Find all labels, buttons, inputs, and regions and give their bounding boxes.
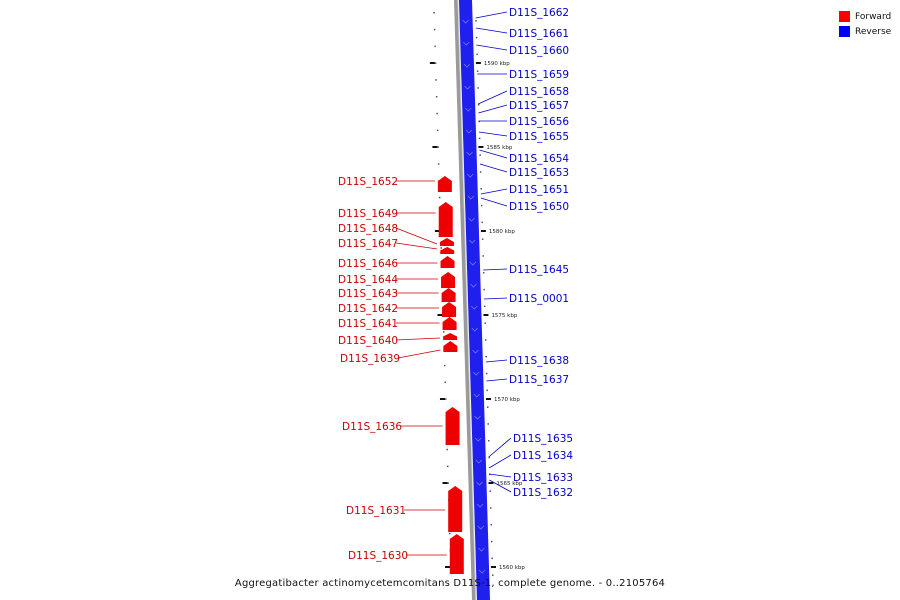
reverse-gene-label[interactable]: D11S_0001 xyxy=(509,293,570,305)
reverse-gene-label[interactable]: D11S_1635 xyxy=(513,433,574,445)
minor-tick xyxy=(480,171,482,173)
forward-swatch xyxy=(839,11,850,22)
minor-tick xyxy=(444,382,446,384)
minor-tick xyxy=(479,154,481,156)
reverse-swatch xyxy=(839,26,850,37)
minor-tick xyxy=(478,104,480,106)
scale-tick-label: 1585 kbp xyxy=(486,145,513,151)
reverse-gene-label[interactable]: D11S_1637 xyxy=(509,374,570,386)
forward-gene-arrow[interactable] xyxy=(441,272,455,288)
major-tick-right xyxy=(486,398,491,400)
reverse-gene-label[interactable]: D11S_1638 xyxy=(509,355,570,367)
legend-forward-label: Forward xyxy=(855,11,892,22)
minor-tick xyxy=(488,440,490,442)
minor-tick xyxy=(476,37,478,39)
reverse-gene-label[interactable]: D11S_1658 xyxy=(509,86,570,98)
minor-tick xyxy=(491,541,493,543)
reverse-gene-label[interactable]: D11S_1655 xyxy=(509,131,570,143)
forward-gene-arrow[interactable] xyxy=(443,317,457,330)
reverse-gene-label[interactable]: D11S_1661 xyxy=(509,28,570,40)
forward-leader-line xyxy=(396,243,437,249)
minor-tick xyxy=(487,423,489,425)
forward-gene-label[interactable]: D11S_1648 xyxy=(338,223,399,235)
minor-tick xyxy=(481,205,483,207)
scale-tick-label: 1565 kbp xyxy=(496,481,523,487)
reverse-leader-line xyxy=(478,105,507,113)
reverse-leader-line xyxy=(489,455,511,468)
reverse-gene-label[interactable]: D11S_1654 xyxy=(509,153,570,165)
minor-tick xyxy=(447,482,449,484)
forward-gene-label[interactable]: D11S_1640 xyxy=(338,335,399,347)
major-tick-right xyxy=(478,146,483,148)
reverse-leader-line xyxy=(481,198,507,206)
scale-tick-label: 1560 kbp xyxy=(499,565,525,571)
legend-reverse-label: Reverse xyxy=(855,26,892,37)
minor-tick xyxy=(449,533,451,535)
map-caption: Aggregatibacter actinomycetemcomitans D11S-1, complete genome. - 0..2105764 xyxy=(234,578,666,589)
legend-forward xyxy=(839,9,891,24)
reverse-leader-line xyxy=(476,12,507,18)
forward-gene-arrow[interactable] xyxy=(443,333,457,340)
minor-tick xyxy=(440,247,442,249)
scale-tick-label: 1575 kbp xyxy=(491,313,518,319)
forward-gene-arrow[interactable] xyxy=(440,247,454,254)
minor-tick xyxy=(445,398,447,400)
forward-leader-line xyxy=(396,338,440,340)
minor-tick xyxy=(437,130,439,132)
legend-reverse xyxy=(839,24,891,39)
reverse-gene-label[interactable]: D11S_1633 xyxy=(513,472,574,484)
minor-tick xyxy=(436,113,438,115)
minor-tick xyxy=(483,289,485,291)
scale-tick-label: 1590 kbp xyxy=(483,61,510,67)
reverse-gene-label[interactable]: D11S_1634 xyxy=(513,450,574,462)
forward-gene-label[interactable]: D11S_1641 xyxy=(338,318,399,330)
minor-tick xyxy=(439,197,441,199)
forward-gene-label[interactable]: D11S_1644 xyxy=(338,274,399,286)
forward-gene-arrow[interactable] xyxy=(446,407,460,445)
minor-tick xyxy=(484,306,486,308)
minor-tick xyxy=(477,87,479,89)
major-tick-left xyxy=(432,146,437,148)
forward-gene-label[interactable]: D11S_1649 xyxy=(338,208,399,220)
forward-gene-label[interactable]: D11S_1646 xyxy=(338,258,399,270)
minor-tick xyxy=(484,322,486,324)
minor-tick xyxy=(437,146,439,148)
major-tick-right xyxy=(483,314,488,316)
forward-gene-arrow[interactable] xyxy=(443,341,457,352)
minor-tick xyxy=(489,490,491,492)
forward-gene-arrow[interactable] xyxy=(439,202,453,237)
reverse-leader-line xyxy=(479,132,507,136)
reverse-leader-line xyxy=(484,298,507,299)
forward-gene-label[interactable]: D11S_1636 xyxy=(342,421,403,433)
forward-gene-arrow[interactable] xyxy=(442,288,456,302)
reverse-gene-label[interactable]: D11S_1651 xyxy=(509,184,570,196)
scale-tick-label: 1570 kbp xyxy=(493,397,520,403)
legend xyxy=(839,9,891,39)
minor-tick xyxy=(483,272,485,274)
forward-gene-label[interactable]: D11S_1647 xyxy=(338,238,399,250)
reverse-gene-label[interactable]: D11S_1660 xyxy=(509,45,570,57)
minor-tick xyxy=(444,365,446,367)
minor-tick xyxy=(435,62,437,64)
reverse-leader-line xyxy=(483,269,507,270)
minor-tick xyxy=(433,12,435,14)
forward-leader-line xyxy=(398,350,440,358)
minor-tick xyxy=(438,163,440,165)
minor-tick xyxy=(490,524,492,526)
forward-gene-arrow[interactable] xyxy=(438,176,452,192)
forward-gene-label[interactable]: D11S_1643 xyxy=(338,288,399,300)
reverse-leader-line xyxy=(489,474,511,477)
reverse-gene-label[interactable]: D11S_1657 xyxy=(509,100,570,112)
major-tick-left xyxy=(442,482,447,484)
reverse-gene-label[interactable]: D11S_1659 xyxy=(509,69,570,81)
forward-gene-arrow[interactable] xyxy=(442,302,456,317)
major-tick-right xyxy=(481,230,486,232)
forward-gene-label[interactable]: D11S_1652 xyxy=(338,176,399,188)
reverse-gene-label[interactable]: D11S_1662 xyxy=(509,7,570,19)
forward-gene-arrow[interactable] xyxy=(448,486,462,532)
minor-tick xyxy=(447,466,449,468)
minor-tick xyxy=(482,255,484,257)
forward-features xyxy=(338,176,464,574)
minor-tick xyxy=(479,138,481,140)
major-tick-left xyxy=(430,62,435,64)
forward-gene-label[interactable]: D11S_1639 xyxy=(340,353,401,365)
reverse-leader-line xyxy=(480,150,508,158)
scale-tick-label: 1580 kbp xyxy=(488,229,515,235)
minor-tick xyxy=(480,188,482,190)
reverse-gene-label[interactable]: D11S_1650 xyxy=(509,201,570,213)
reverse-leader-line xyxy=(486,360,507,362)
minor-tick xyxy=(491,558,493,560)
reverse-leader-line xyxy=(478,91,507,104)
minor-tick xyxy=(476,54,478,56)
reverse-leader-line xyxy=(476,45,507,50)
reverse-leader-line xyxy=(480,164,507,172)
reverse-gene-label[interactable]: D11S_1653 xyxy=(509,167,570,179)
reverse-leader-line xyxy=(476,28,507,33)
minor-tick xyxy=(477,70,479,72)
major-tick-right xyxy=(476,62,481,64)
forward-gene-label[interactable]: D11S_1630 xyxy=(348,550,409,562)
minor-tick xyxy=(486,373,488,375)
major-tick-left xyxy=(437,314,442,316)
minor-tick xyxy=(487,406,489,408)
minor-tick xyxy=(446,449,448,451)
forward-gene-label[interactable]: D11S_1631 xyxy=(346,505,407,517)
minor-tick xyxy=(481,222,483,224)
forward-gene-arrow[interactable] xyxy=(441,256,455,268)
reverse-gene-label[interactable]: D11S_1645 xyxy=(509,264,570,276)
minor-tick xyxy=(475,20,477,22)
forward-leader-line xyxy=(396,228,437,244)
minor-tick xyxy=(435,79,437,81)
reverse-gene-label[interactable]: D11S_1632 xyxy=(513,487,574,499)
reverse-gene-label[interactable]: D11S_1656 xyxy=(509,116,570,128)
forward-gene-arrow[interactable] xyxy=(450,534,464,574)
minor-tick xyxy=(485,339,487,341)
major-tick-left xyxy=(440,398,445,400)
minor-tick xyxy=(490,507,492,509)
minor-tick xyxy=(492,574,494,576)
forward-gene-arrow[interactable] xyxy=(440,238,454,246)
major-tick-right xyxy=(491,566,496,568)
minor-tick xyxy=(436,96,438,98)
reverse-leader-line xyxy=(481,189,507,194)
reverse-leader-line xyxy=(486,379,507,381)
minor-tick xyxy=(443,331,445,333)
minor-tick xyxy=(485,356,487,358)
minor-tick xyxy=(486,390,488,392)
minor-tick xyxy=(434,29,436,31)
minor-tick xyxy=(482,238,484,240)
major-tick-left xyxy=(445,566,450,568)
minor-tick xyxy=(434,46,436,48)
reverse-leader-line xyxy=(489,438,511,457)
forward-gene-label[interactable]: D11S_1642 xyxy=(338,303,399,315)
